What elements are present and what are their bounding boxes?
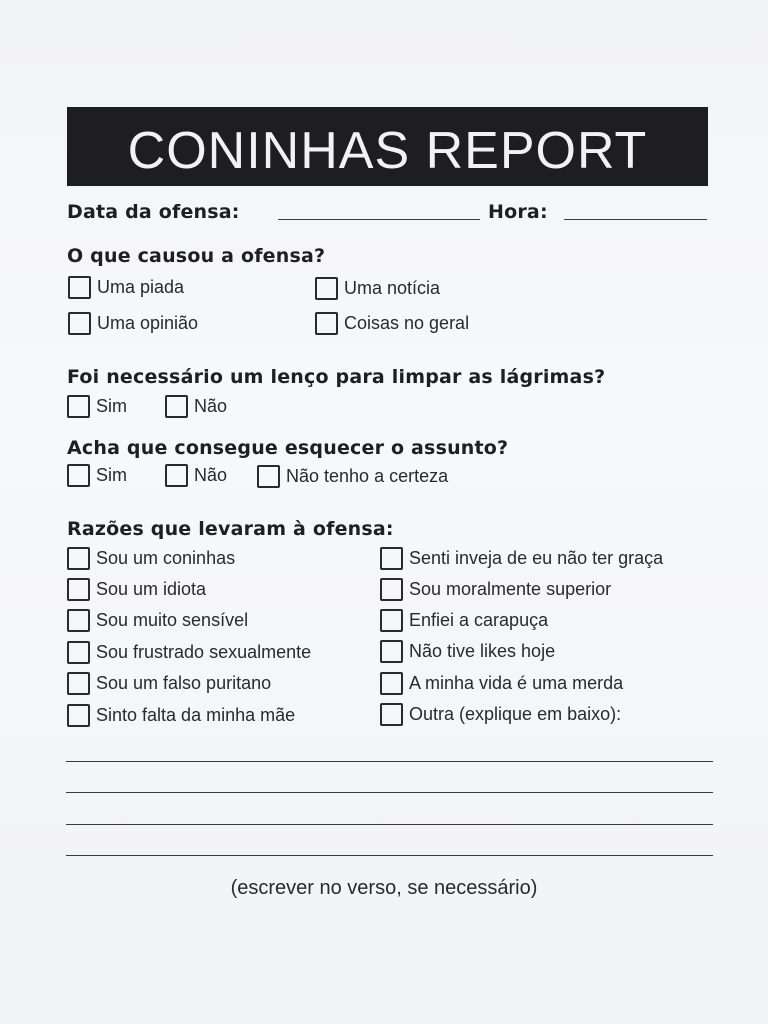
checkbox[interactable] — [67, 395, 90, 418]
q1-option-noticia[interactable]: Uma notícia — [315, 277, 440, 300]
q4-option-inveja[interactable]: Senti inveja de eu não ter graça — [380, 547, 663, 570]
q3-option-sim[interactable]: Sim — [67, 464, 127, 487]
time-label: Hora: — [488, 201, 548, 223]
checkbox[interactable] — [67, 704, 90, 727]
checkbox[interactable] — [68, 312, 91, 335]
q1-question: O que causou a ofensa? — [67, 245, 326, 267]
writein-line-4[interactable] — [66, 855, 713, 856]
checkbox[interactable] — [380, 547, 403, 570]
q4-option-vida[interactable]: A minha vida é uma merda — [380, 672, 623, 695]
q4-option-idiota[interactable]: Sou um idiota — [67, 578, 206, 601]
q4-option-superior[interactable]: Sou moralmente superior — [380, 578, 611, 601]
q1-option-piada[interactable]: Uma piada — [68, 276, 184, 299]
title-banner — [67, 107, 708, 186]
checkbox[interactable] — [165, 395, 188, 418]
q4-question: Razões que levaram à ofensa: — [67, 518, 394, 540]
q4-option-sensivel[interactable]: Sou muito sensível — [67, 609, 248, 632]
q4-option-likes[interactable]: Não tive likes hoje — [380, 640, 555, 663]
q3-question: Acha que consegue esquecer o assunto? — [67, 437, 509, 459]
q4-option-mae[interactable]: Sinto falta da minha mãe — [67, 704, 295, 727]
q2-question: Foi necessário um lenço para limpar as lágrimas? — [67, 366, 606, 388]
checkbox[interactable] — [165, 464, 188, 487]
checkbox[interactable] — [315, 277, 338, 300]
writein-line-3[interactable] — [66, 824, 713, 825]
checkbox[interactable] — [315, 312, 338, 335]
checkbox[interactable] — [380, 672, 403, 695]
q4-option-frustrado[interactable]: Sou frustrado sexualmente — [67, 641, 311, 664]
q4-option-puritano[interactable]: Sou um falso puritano — [67, 672, 271, 695]
checkbox[interactable] — [67, 547, 90, 570]
checkbox[interactable] — [380, 703, 403, 726]
writein-line-2[interactable] — [66, 792, 713, 793]
checkbox[interactable] — [67, 641, 90, 664]
q3-option-nao[interactable]: Não — [165, 464, 227, 487]
form-title: CONINHAS REPORT — [127, 122, 648, 180]
footer-note: (escrever no verso, se necessário) — [230, 877, 538, 899]
q4-option-carapuca[interactable]: Enfiei a carapuça — [380, 609, 548, 632]
checkbox[interactable] — [380, 578, 403, 601]
checkbox[interactable] — [67, 609, 90, 632]
checkbox[interactable] — [68, 276, 91, 299]
date-field[interactable] — [278, 219, 480, 220]
checkbox[interactable] — [67, 672, 90, 695]
writein-line-1[interactable] — [66, 761, 713, 762]
checkbox[interactable] — [257, 465, 280, 488]
q3-option-incerto[interactable]: Não tenho a certeza — [257, 465, 448, 488]
checkbox[interactable] — [67, 578, 90, 601]
q1-option-opiniao[interactable]: Uma opinião — [68, 312, 198, 335]
q2-option-sim[interactable]: Sim — [67, 395, 127, 418]
q4-option-outra[interactable]: Outra (explique em baixo): — [380, 703, 621, 726]
date-label: Data da ofensa: — [67, 201, 240, 223]
q2-option-nao[interactable]: Não — [165, 395, 227, 418]
time-field[interactable] — [564, 219, 707, 220]
q1-option-coisas[interactable]: Coisas no geral — [315, 312, 469, 335]
checkbox[interactable] — [67, 464, 90, 487]
q4-option-coninhas[interactable]: Sou um coninhas — [67, 547, 235, 570]
checkbox[interactable] — [380, 609, 403, 632]
checkbox[interactable] — [380, 640, 403, 663]
